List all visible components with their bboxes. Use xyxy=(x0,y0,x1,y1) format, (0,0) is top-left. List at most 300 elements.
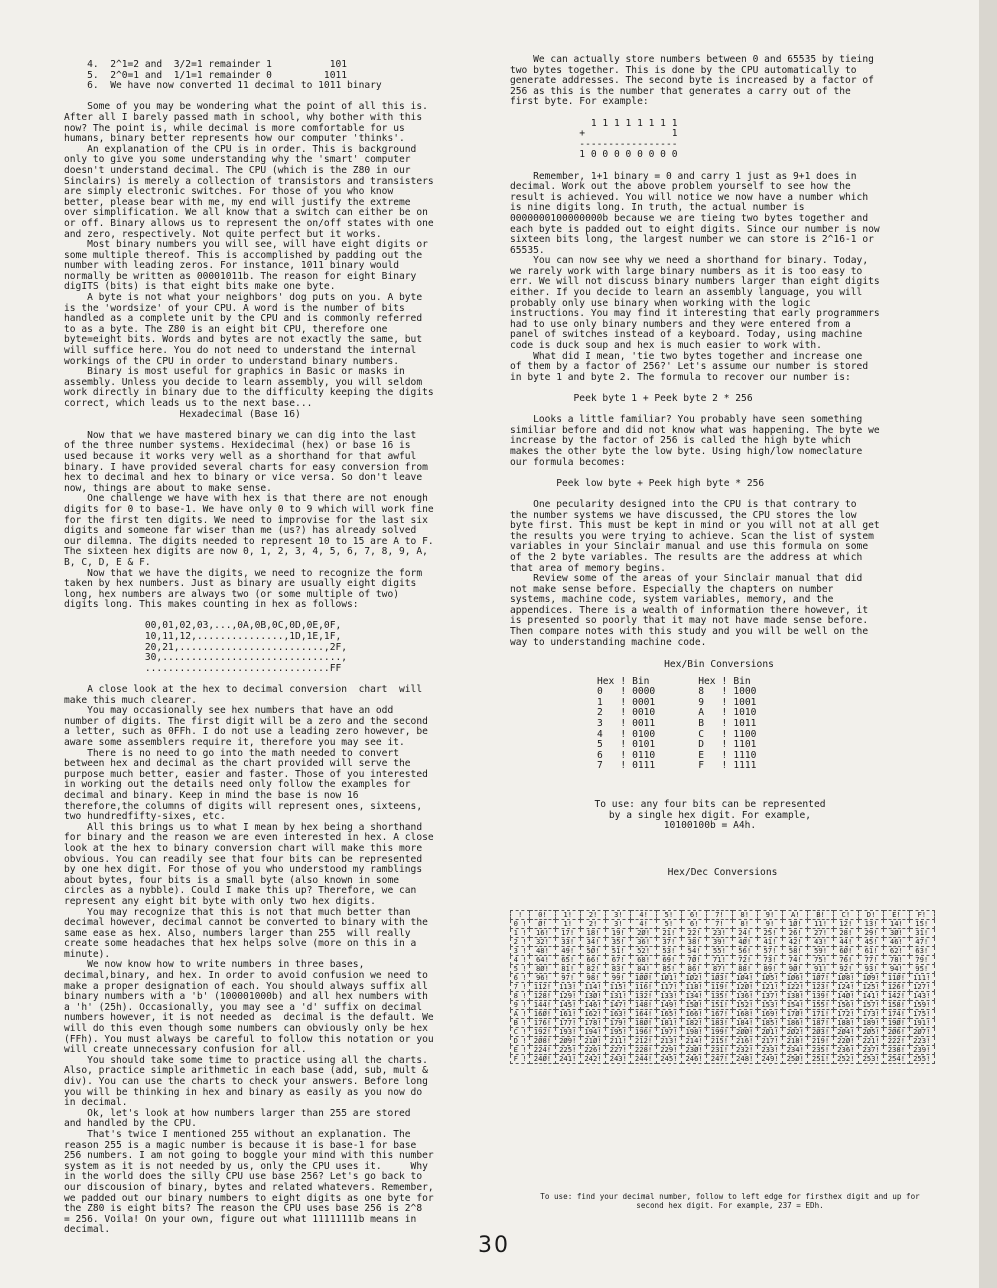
dec-cell: 168! xyxy=(732,1010,757,1019)
dec-cell: 2! xyxy=(580,920,605,929)
text-line: of them by a factor of 256?' Let's assume our number is stored xyxy=(510,361,869,373)
table-row xyxy=(594,719,759,730)
dec-cell: 11Ø! xyxy=(884,974,909,983)
dec-cell: 3Ø! xyxy=(884,929,909,938)
text-line: obvious. You can readily see that four bits can be represented xyxy=(64,853,423,865)
dec-cell: 39! xyxy=(707,938,732,947)
text-line: You can now see why we need a shorthand for binary. Today, xyxy=(510,255,869,267)
text-line: + 1 xyxy=(510,128,678,140)
dec-cell: 111! xyxy=(909,974,934,983)
dec-cell: 9Ø! xyxy=(783,965,808,974)
dec-cell: 24Ø! xyxy=(530,1055,555,1064)
dec-cell: 1Ø5! xyxy=(757,974,782,983)
dec-cell: 1Ø! xyxy=(783,920,808,929)
dec-cell: 71! xyxy=(707,956,732,965)
dec-cell: 74! xyxy=(783,956,808,965)
dec-cell: 118! xyxy=(682,983,707,992)
dec-cell: 73! xyxy=(757,956,782,965)
text-line: sixteen bits long, the largest number we can store is 2^16-1 or xyxy=(510,234,874,246)
table-cell: ! xyxy=(721,749,728,761)
dec-cell: 184! xyxy=(732,1019,757,1028)
row-header: F ! xyxy=(511,1055,530,1064)
text-line: for binary and the reason we are even interested in hex. A close xyxy=(64,832,434,844)
text-line: to as a byte. The Z80 is an eight bit CPU, therefore one xyxy=(64,323,388,335)
text-line: 20,21,.........................,2F, xyxy=(64,641,348,653)
dec-cell: 169! xyxy=(757,1010,782,1019)
table-cell: ! xyxy=(721,707,728,719)
text-line: represent any eight bit byte with only two hex digits. xyxy=(64,895,376,907)
text-line: 00,01,02,03,...,0A,0B,0C,0D,0E,0F, xyxy=(64,620,342,632)
text-line: the results you were trying to achieve. Scan the list of system xyxy=(510,530,874,542)
dec-cell: 142! xyxy=(884,992,909,1001)
text-line: and zero, respectively. Not quite perfect but it works. xyxy=(64,228,382,240)
table-cell: ! xyxy=(620,717,627,729)
dec-cell: 212! xyxy=(631,1037,656,1046)
text-line: workings of the CPU in order to understand binary numbers. xyxy=(64,355,400,367)
text-line: binary numbers with a 'b' (100001000b) and all hex numbers with xyxy=(64,991,428,1003)
table-cell: 0000 xyxy=(632,686,656,698)
dec-cell: 37! xyxy=(656,938,681,947)
dec-cell: 175! xyxy=(909,1010,934,1019)
text-line: now? The point is, while decimal is more comfortable for us xyxy=(64,122,405,134)
table-cell: ! xyxy=(620,739,627,751)
text-line: number with leading zeros. For instance, 1011 binary would xyxy=(64,260,400,272)
dec-cell: 54! xyxy=(682,947,707,956)
text-line: Remember, 1+1 binary = 0 and carry 1 just as 9+1 does in xyxy=(510,170,857,182)
dec-cell: 7! xyxy=(707,920,732,929)
text-line: After all I barely passed math in school, why bother with this xyxy=(64,111,423,123)
text-line: now, things are about to make sense. xyxy=(64,482,272,494)
dec-cell: 249! xyxy=(757,1055,782,1064)
text-line: is presented so poorly that it may not have made sense before. xyxy=(510,615,869,627)
dec-cell: 148! xyxy=(631,1001,656,1010)
dec-cell: 174! xyxy=(884,1010,909,1019)
text-line: therefore,the columns of digits will represent ones, sixteens, xyxy=(64,800,423,812)
dec-cell: 238! xyxy=(884,1046,909,1055)
dec-cell: 47! xyxy=(909,938,934,947)
dec-cell: 2Ø1! xyxy=(757,1028,782,1037)
dec-cell: 35! xyxy=(606,938,631,947)
text-line: makes the other byte the low byte. Using high/low nomeclature xyxy=(510,445,863,457)
text-line: Hexadecimal (Base 16) xyxy=(64,408,301,420)
dec-cell: 128! xyxy=(530,992,555,1001)
dec-cell: 16Ø! xyxy=(530,1010,555,1019)
text-line: correct, which leads us to the next base... xyxy=(64,398,313,409)
column-header: 4! xyxy=(631,911,656,920)
text-line: same ease as hex. Also, numbers larger than 255 will really xyxy=(64,927,411,939)
dec-cell: 2Ø8! xyxy=(530,1037,555,1046)
dec-cell: 97! xyxy=(555,974,580,983)
table-cell: ! xyxy=(721,739,728,751)
dec-cell: 55! xyxy=(707,947,732,956)
table-cell: 7 xyxy=(597,760,603,772)
dec-cell: 23Ø! xyxy=(682,1046,707,1055)
dec-cell: 32! xyxy=(530,938,555,947)
dec-cell: 33! xyxy=(555,938,580,947)
dec-cell: Ø! xyxy=(530,920,555,929)
dec-cell: 4! xyxy=(631,920,656,929)
text-line: of the three number systems. Hexidecimal (hex) or base 16 is xyxy=(64,440,411,452)
dec-cell: 211! xyxy=(606,1037,631,1046)
table-cell: ! xyxy=(721,717,728,729)
dec-cell: 59! xyxy=(808,947,833,956)
dec-cell: 18Ø! xyxy=(631,1019,656,1028)
dec-cell: 1Ø3! xyxy=(707,974,732,983)
text-line: You may occasionally see hex numbers that have an odd xyxy=(64,705,394,717)
dec-cell: 113! xyxy=(555,983,580,992)
dec-cell: 49! xyxy=(555,947,580,956)
table-row xyxy=(594,761,759,772)
dec-cell: 91! xyxy=(808,965,833,974)
dec-cell: 151! xyxy=(707,1001,732,1010)
dec-cell: 12Ø! xyxy=(732,983,757,992)
dec-cell: 177! xyxy=(555,1019,580,1028)
text-line: only to give you some understanding why the 'smart' computer xyxy=(64,154,411,166)
hex-bin-table xyxy=(594,677,759,772)
text-line: increase by the factor of 256 is called the high byte which xyxy=(510,435,851,447)
text-line: appendices. There is a wealth of information there however, it xyxy=(510,604,869,616)
table-cell: 2 xyxy=(597,707,603,719)
dec-cell: 14Ø! xyxy=(833,992,858,1001)
header-cell: Hex xyxy=(698,675,716,687)
table-cell: ! xyxy=(620,728,627,740)
text-line: Most binary numbers you will see, will have eight digits or xyxy=(64,239,428,251)
text-line: Now that we have the digits, we need to recognize the form xyxy=(64,567,423,579)
column-header: D! xyxy=(858,911,883,920)
text-line: will suffice here. You do not need to understand the internal xyxy=(64,345,417,357)
table-cell: 0101 xyxy=(632,739,656,751)
table-cell: 8 xyxy=(698,686,704,698)
dec-cell: 78! xyxy=(884,956,909,965)
dec-cell: 83! xyxy=(606,965,631,974)
column-header: 5! xyxy=(656,911,681,920)
dec-cell: 93! xyxy=(858,965,883,974)
text-line: taken by hex numbers. Just as binary are usually eight digits xyxy=(64,578,417,590)
page-number: 30 xyxy=(478,1233,510,1258)
dec-cell: 221! xyxy=(858,1037,883,1046)
dec-cell: 9! xyxy=(757,920,782,929)
text-line: decimal however, decimal cannot be converted to binary with the xyxy=(64,917,428,929)
dec-cell: 215! xyxy=(707,1037,732,1046)
text-line: better, please bear with me, my end will justify the extreme xyxy=(64,196,411,208)
text-line: over simplification. We all know that a switch can either be on xyxy=(64,207,428,219)
dec-cell: 114! xyxy=(580,983,605,992)
table-cell: 1011 xyxy=(733,717,757,729)
dec-cell: 178! xyxy=(580,1019,605,1028)
dec-cell: 58! xyxy=(783,947,808,956)
dec-cell: 242! xyxy=(580,1055,605,1064)
row-header: 4 ! xyxy=(511,956,530,965)
dec-cell: 196! xyxy=(631,1028,656,1037)
dec-cell: 228! xyxy=(631,1046,656,1055)
dec-cell: 159! xyxy=(909,1001,934,1010)
dec-cell: 181! xyxy=(656,1019,681,1028)
row-header: 6 ! xyxy=(511,974,530,983)
text-line: ----------------- xyxy=(510,138,678,150)
dec-cell: 217! xyxy=(757,1037,782,1046)
dec-cell: 34! xyxy=(580,938,605,947)
hex-bin-title: Hex/Bin Conversions xyxy=(664,659,774,670)
table-cell: C xyxy=(698,728,704,740)
dec-cell: 218! xyxy=(783,1037,808,1046)
table-cell: D xyxy=(698,739,704,751)
dec-cell: 213! xyxy=(656,1037,681,1046)
dec-cell: 13! xyxy=(858,920,883,929)
dec-cell: 62! xyxy=(884,947,909,956)
text-line: decimal and binary. Keep in mind the base is now 16 xyxy=(64,789,359,801)
left-column xyxy=(64,60,504,1236)
text-line: We now know how to write numbers in three bases, xyxy=(64,959,365,971)
dec-cell: 245! xyxy=(656,1055,681,1064)
dec-cell: 153! xyxy=(757,1001,782,1010)
text-line: hex to decimal and hex to binary or vice versa. So don't leave xyxy=(64,472,423,484)
dec-cell: 81! xyxy=(555,965,580,974)
text-line: that area of memory begins. xyxy=(510,562,666,574)
dec-cell: 187! xyxy=(808,1019,833,1028)
table-cell: 1100 xyxy=(733,728,757,740)
page-edge xyxy=(979,0,997,1288)
text-line: about bytes, four bits is a small byte (also known in some xyxy=(64,874,400,886)
dec-cell: 1Ø7! xyxy=(808,974,833,983)
dec-cell: 198! xyxy=(682,1028,707,1037)
dec-cell: 171! xyxy=(808,1010,833,1019)
table-cell: 0011 xyxy=(632,717,656,729)
hex-dec-table xyxy=(510,910,935,1064)
dec-cell: 53! xyxy=(656,947,681,956)
text-line: A byte is not what your neighbors' dog puts on you. A byte xyxy=(64,292,423,304)
row-header: 0 ! xyxy=(511,920,530,929)
dec-cell: 92! xyxy=(833,965,858,974)
text-line: We can actually store numbers between 0 and 65535 by tieing xyxy=(510,54,874,65)
dec-cell: 48! xyxy=(530,947,555,956)
dec-cell: 28! xyxy=(833,929,858,938)
text-line: The sixteen hex digits are now 0, 1, 2, 3, 4, 5, 6, 7, 8, 9, A, xyxy=(64,546,428,558)
text-line: systems, machine code, system variables, memory, and the xyxy=(510,594,834,606)
dec-cell: 25! xyxy=(757,929,782,938)
right-column xyxy=(510,55,935,648)
dec-cell: 247! xyxy=(707,1055,732,1064)
dec-cell: 4Ø! xyxy=(732,938,757,947)
dec-cell: 1Ø4! xyxy=(732,974,757,983)
table-cell: ! xyxy=(620,696,627,708)
text-line: our discousion of binary, bytes and related whatevers. Remember, xyxy=(64,1181,434,1193)
dec-cell: 1Ø2! xyxy=(682,974,707,983)
dec-cell: 191! xyxy=(909,1019,934,1028)
text-line xyxy=(510,108,935,119)
dec-cell: 43! xyxy=(808,938,833,947)
dec-cell: 165! xyxy=(656,1010,681,1019)
dec-cell: 185! xyxy=(757,1019,782,1028)
dec-cell: 182! xyxy=(682,1019,707,1028)
column-header: 6! xyxy=(682,911,707,920)
dec-cell: 27! xyxy=(808,929,833,938)
column-header: ! xyxy=(511,911,530,920)
row-header: 3 ! xyxy=(511,947,530,956)
text-line: 10,11,12,...............,1D,1E,1F, xyxy=(64,631,342,643)
table-row xyxy=(511,1055,935,1064)
text-line: humans, binary better represents how our computer 'thinks'. xyxy=(64,133,405,145)
text-line: in decimal. xyxy=(64,1097,128,1109)
text-line: You should take some time to practice using all the charts. xyxy=(64,1054,428,1066)
dec-cell: 143! xyxy=(909,992,934,1001)
note-line: To use: find your decimal number, follow to left edge for first xyxy=(540,1192,829,1201)
dec-cell: 131! xyxy=(606,992,631,1001)
dec-cell: 57! xyxy=(757,947,782,956)
dec-cell: 23! xyxy=(707,929,732,938)
dec-cell: 119! xyxy=(707,983,732,992)
dec-cell: 5! xyxy=(656,920,681,929)
dec-cell: 3! xyxy=(606,920,631,929)
dec-cell: 17! xyxy=(555,929,580,938)
table-cell: A xyxy=(698,707,704,719)
text-line: code is duck soup and hex is much easier to work with. xyxy=(510,340,822,352)
column-header: C! xyxy=(833,911,858,920)
hex-bin-chart xyxy=(594,660,844,772)
dec-cell: 86! xyxy=(682,965,707,974)
dec-cell: 254! xyxy=(884,1055,909,1064)
dec-cell: 2Ø3! xyxy=(808,1028,833,1037)
text-line: probably only use binary when working with the logic xyxy=(510,297,811,309)
text-line: create some headaches that hex helps solve (more on this in a xyxy=(64,938,417,950)
dec-cell: 164! xyxy=(631,1010,656,1019)
dec-cell: 146! xyxy=(580,1001,605,1010)
row-header: B ! xyxy=(511,1019,530,1028)
dec-cell: 179! xyxy=(606,1019,631,1028)
text-line: by one hex digit. For those of you who understood my ramblings xyxy=(64,864,423,876)
text-line: 1 0 0 0 0 0 0 0 0 xyxy=(510,149,678,161)
text-line: our formula becomes: xyxy=(510,456,626,468)
text-line: That's twice I mentioned 255 without an explanation. The xyxy=(64,1128,411,1140)
dec-cell: 219! xyxy=(808,1037,833,1046)
text-line: ................................FF xyxy=(64,662,342,674)
text-line: result is achieved. You will notice we now have a number which xyxy=(510,191,869,203)
row-header: C ! xyxy=(511,1028,530,1037)
dec-cell: 13Ø! xyxy=(580,992,605,1001)
dec-cell: 172! xyxy=(833,1010,858,1019)
dec-cell: 1ØØ! xyxy=(631,974,656,983)
table-cell: 0110 xyxy=(632,749,656,761)
text-line: There is no need to go into the math needed to convert xyxy=(64,747,400,759)
dec-cell: 141! xyxy=(858,992,883,1001)
dec-cell: 99! xyxy=(606,974,631,983)
dec-cell: 1Ø8! xyxy=(833,974,858,983)
text-line: for the first ten digits. We need to improvise for the last six xyxy=(64,514,428,526)
text-line: 256 as this is the number that generates a carry out of the xyxy=(510,85,851,97)
header-cell: Bin xyxy=(632,675,650,687)
text-line: Peek low byte + Peek high byte * 256 xyxy=(510,477,765,489)
text-line: digits long. This makes counting in hex as follows: xyxy=(64,599,359,611)
dec-cell: 98! xyxy=(580,974,605,983)
text-line: look at the hex to binary conversion chart will make this more xyxy=(64,842,423,854)
dec-cell: 138! xyxy=(783,992,808,1001)
table-cell: 1 xyxy=(597,696,603,708)
dec-cell: 19! xyxy=(606,929,631,938)
dec-cell: 248! xyxy=(732,1055,757,1064)
text-line: used because it works very well as a shorthand for that awful xyxy=(64,450,417,462)
dec-cell: 166! xyxy=(682,1010,707,1019)
text-line: numbers however, it is not needed as decimal is the default. We xyxy=(64,1012,434,1024)
text-line: purpose much better, easier and faster. Those of you interested xyxy=(64,768,428,780)
dec-cell: 2Ø6! xyxy=(884,1028,909,1037)
text-line: 6. We have now converted 11 decimal to 1011 binary xyxy=(64,80,382,92)
dec-cell: 63! xyxy=(909,947,934,956)
dec-cell: 21! xyxy=(656,929,681,938)
table-cell: 0001 xyxy=(632,696,656,708)
dec-cell: 21Ø! xyxy=(580,1037,605,1046)
dec-cell: 79! xyxy=(909,956,934,965)
table-cell: 0100 xyxy=(632,728,656,740)
dec-cell: 126! xyxy=(884,983,909,992)
dec-cell: 139! xyxy=(808,992,833,1001)
dec-cell: 192! xyxy=(530,1028,555,1037)
dec-cell: 14! xyxy=(884,920,909,929)
dec-cell: 193! xyxy=(555,1028,580,1037)
column-header: 3! xyxy=(606,911,631,920)
table-cell: ! xyxy=(620,760,627,772)
dec-cell: 1Ø9! xyxy=(858,974,883,983)
dec-cell: 233! xyxy=(757,1046,782,1055)
dec-cell: 19Ø! xyxy=(884,1019,909,1028)
text-line: is the 'wordsize' of your CPU. A word is the number of bits xyxy=(64,302,405,314)
text-line: a letter, such as 0FFh. I do not use a leading zero however, be xyxy=(64,726,428,738)
dec-cell: 2Ø4! xyxy=(833,1028,858,1037)
text-line: between hex and decimal as the chart provided will serve the xyxy=(64,758,411,770)
dec-cell: 16! xyxy=(530,929,555,938)
dec-cell: 2Ø9! xyxy=(555,1037,580,1046)
dec-cell: 56! xyxy=(732,947,757,956)
dec-cell: 7Ø! xyxy=(682,956,707,965)
dec-cell: 135! xyxy=(707,992,732,1001)
dec-cell: 22Ø! xyxy=(833,1037,858,1046)
text-line: our dilemna. The digits needed to represent 10 to 15 are A to F. xyxy=(64,535,434,547)
dec-cell: 85! xyxy=(656,965,681,974)
row-header: 5 ! xyxy=(511,965,530,974)
text-line: way to understanding machine code. xyxy=(510,636,707,648)
dec-cell: 68! xyxy=(631,956,656,965)
dec-cell: 176! xyxy=(530,1019,555,1028)
dec-cell: 188! xyxy=(833,1019,858,1028)
dec-cell: 69! xyxy=(656,956,681,965)
dec-cell: 1! xyxy=(555,920,580,929)
dec-cell: 199! xyxy=(707,1028,732,1037)
dec-cell: 123! xyxy=(808,983,833,992)
dec-cell: 64! xyxy=(530,956,555,965)
dec-cell: 235! xyxy=(808,1046,833,1055)
dec-cell: 173! xyxy=(858,1010,883,1019)
text-line: Looks a little familiar? You probably have seen something xyxy=(510,414,863,426)
dec-cell: 36! xyxy=(631,938,656,947)
row-header: E ! xyxy=(511,1046,530,1055)
dec-cell: 251! xyxy=(808,1055,833,1064)
hex-dec-title: Hex/Dec Conversions xyxy=(667,867,778,878)
note-line: by a single hex digit. For example, xyxy=(608,809,812,821)
dec-cell: 145! xyxy=(555,1001,580,1010)
text-line: binary. I have provided several charts for easy conversion from xyxy=(64,461,428,473)
text-line: similiar before and did not know what was happening. The byte we xyxy=(510,424,880,436)
text-line: 4. 2^1=2 and 3/2=1 remainder 1 101 xyxy=(64,59,348,70)
dec-cell: 226! xyxy=(580,1046,605,1055)
text-line: 65535. xyxy=(510,244,545,256)
text-line: Review some of the areas of your Sinclair manual that did xyxy=(510,573,863,585)
header-cell: Hex xyxy=(597,675,615,687)
text-line: we rarely work with large binary numbers as it is too easy to xyxy=(510,265,863,277)
dec-cell: 1Ø1! xyxy=(656,974,681,983)
row-header: A ! xyxy=(511,1010,530,1019)
text-line: doesn't understand decimal. The CPU (which is the Z80 in our xyxy=(64,164,411,176)
dec-cell: 224! xyxy=(530,1046,555,1055)
text-line: in working out the details need only follow the examples for xyxy=(64,779,411,791)
text-line: handled as a complete unit by the CPU and is commonly referred xyxy=(64,313,423,325)
